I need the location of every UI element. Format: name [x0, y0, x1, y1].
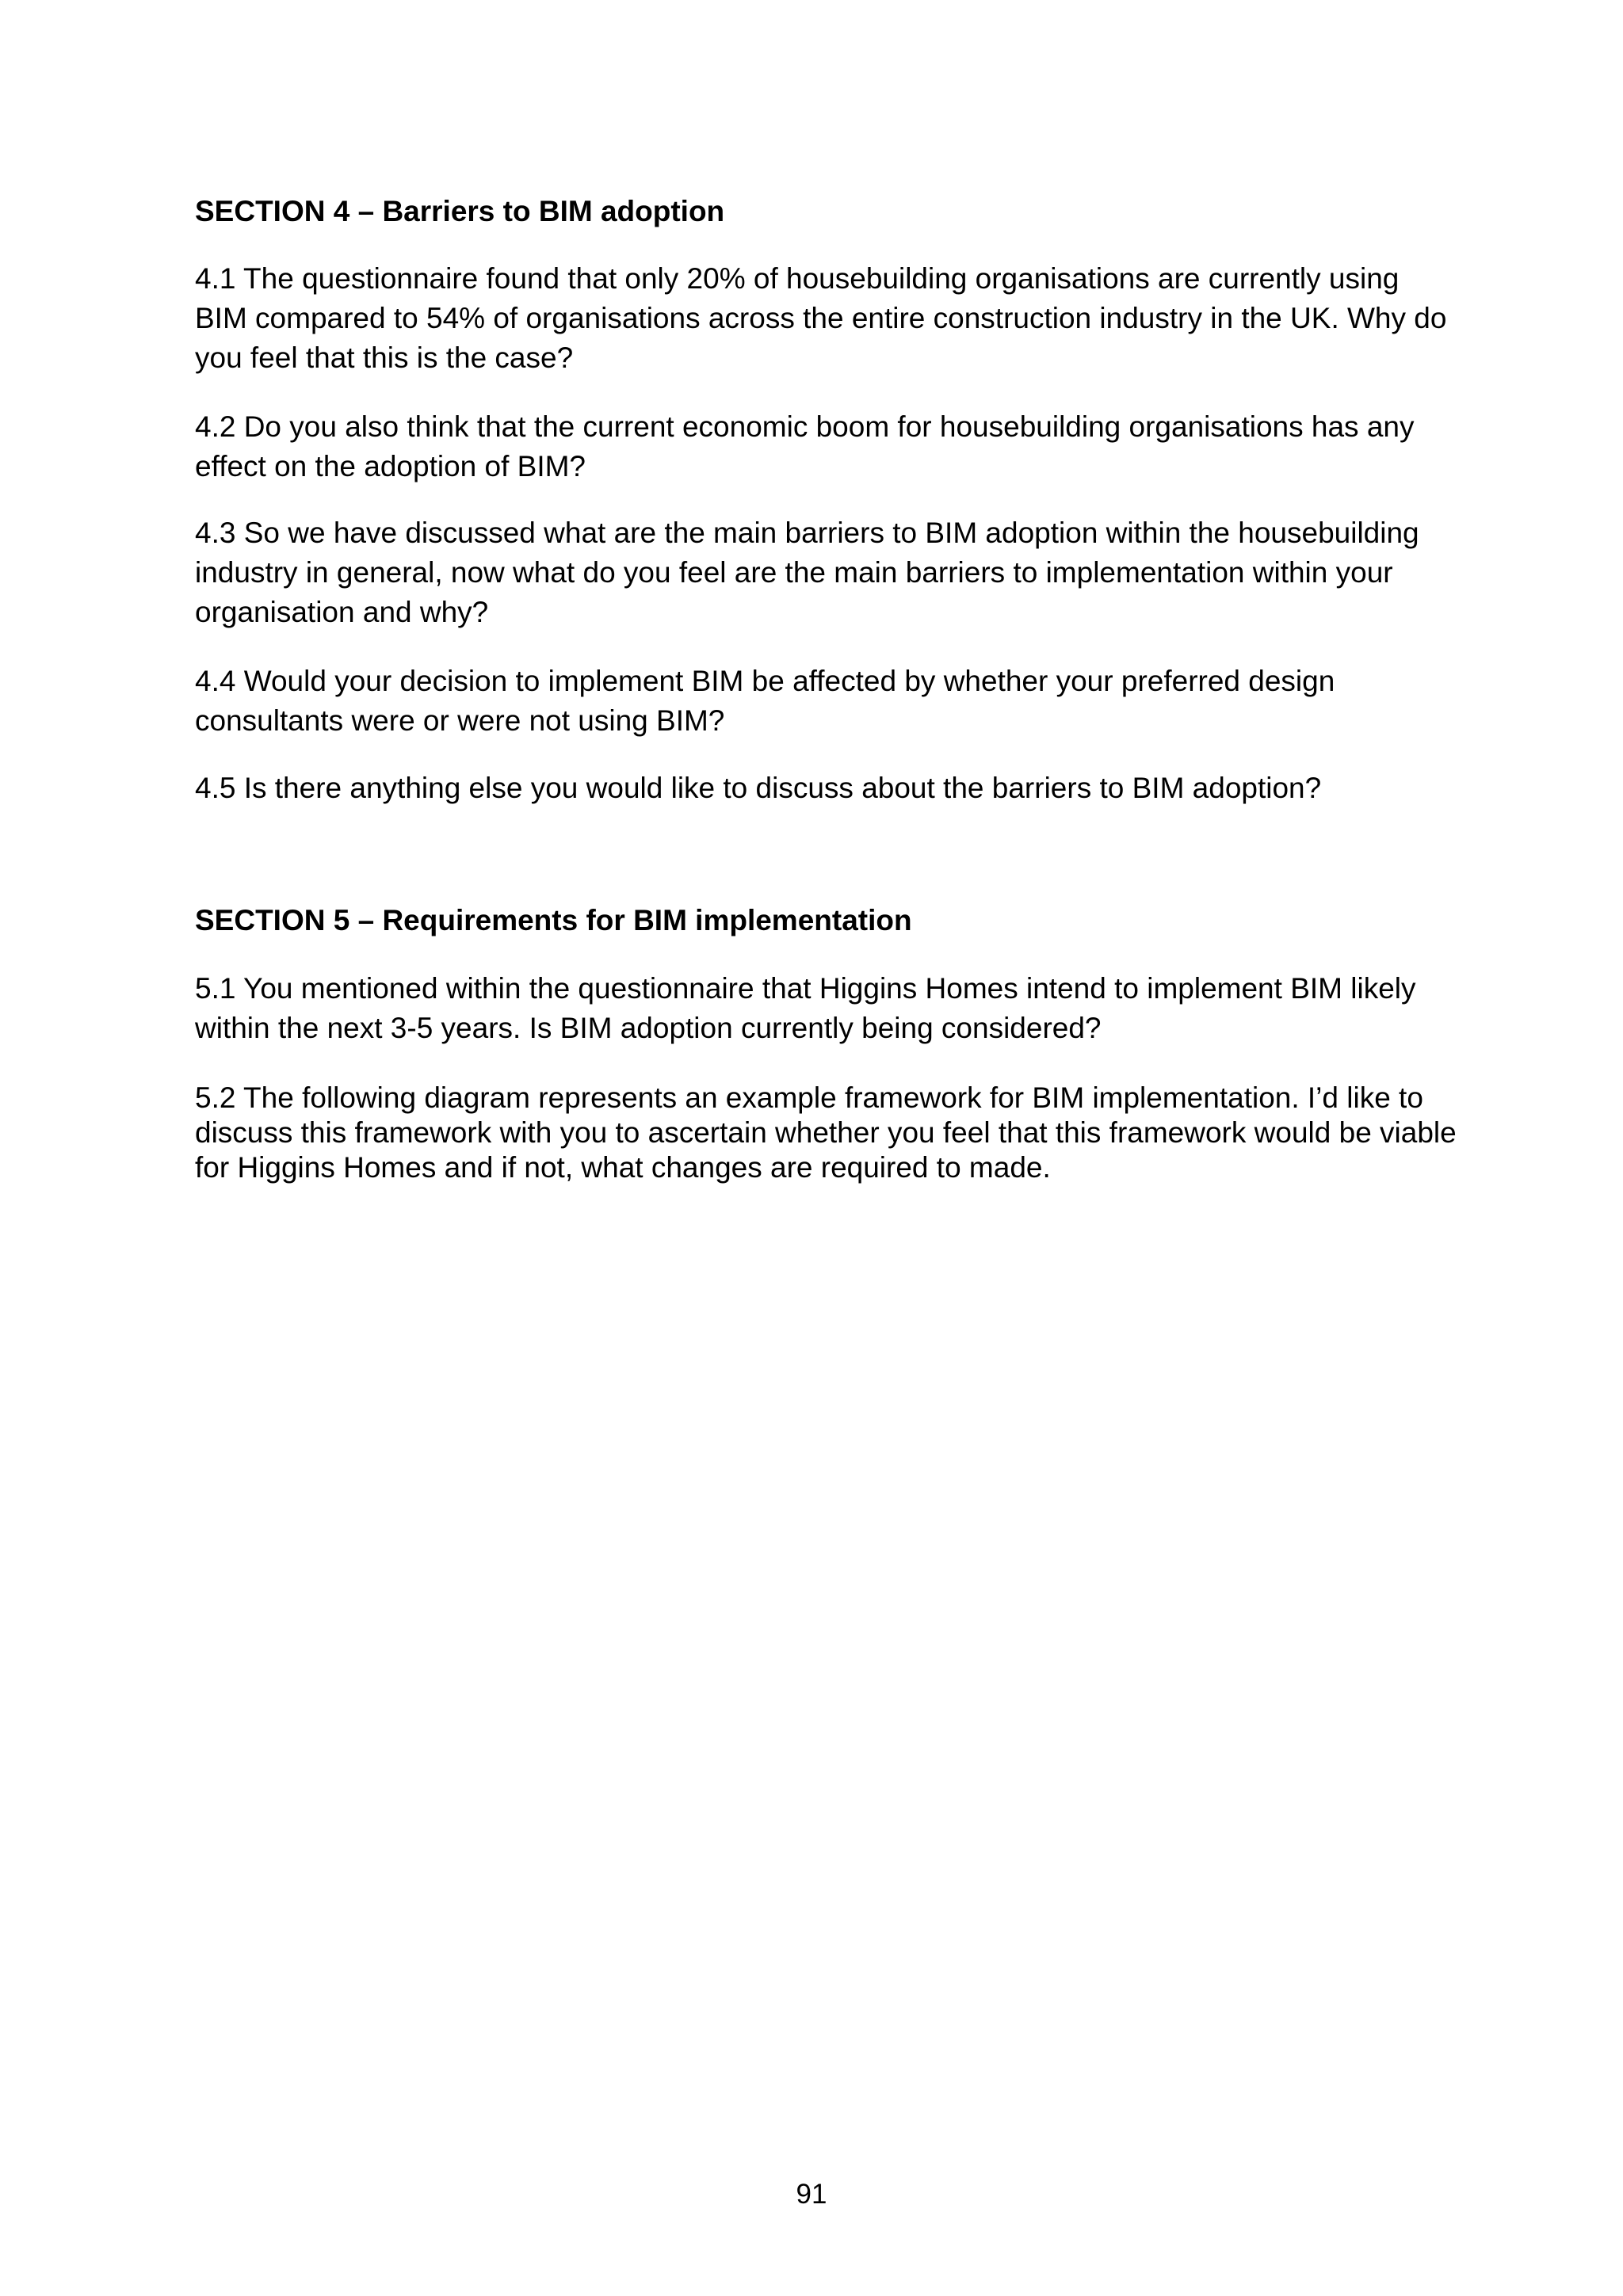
question-4-3: 4.3 So we have discussed what are the main barriers to BIM adoption within the housebuilding industry in general, now what do you feel are the main barriers to implementation within your organisation and why? — [195, 517, 1419, 628]
question-4-5: 4.5 Is there anything else you would like to discuss about the barriers to BIM adoption? — [195, 772, 1322, 804]
question-5-1: 5.1 You mentioned within the questionnaire that Higgins Homes intend to implement BIM likely within the next 3-5 years. Is BIM adoption currently being considered? — [195, 972, 1416, 1044]
question-4-4: 4.4 Would your decision to implement BIM be affected by whether your preferred design consultants were or were not using BIM? — [195, 665, 1335, 737]
page-number: 91 — [796, 2179, 827, 2210]
question-4-1: 4.1 The questionnaire found that only 20% of housebuilding organisations are currently using BIM compared to 54% of organisations across the entire construction industry in the UK. Why do you feel that this is the case? — [195, 262, 1447, 374]
section-4-heading: SECTION 4 – Barriers to BIM adoption — [195, 195, 725, 227]
section-5-heading: SECTION 5 – Requirements for BIM implementation — [195, 904, 912, 936]
question-5-2: 5.2 The following diagram represents an example framework for BIM implementation. I’d like to discuss this framework with you to ascertain whether you feel that this framework would be viable for Higgins Homes and if not, what changes are required to made. — [195, 1081, 1457, 1184]
question-4-2: 4.2 Do you also think that the current economic boom for housebuilding organisations has any effect on the adoption of BIM? — [195, 410, 1415, 482]
